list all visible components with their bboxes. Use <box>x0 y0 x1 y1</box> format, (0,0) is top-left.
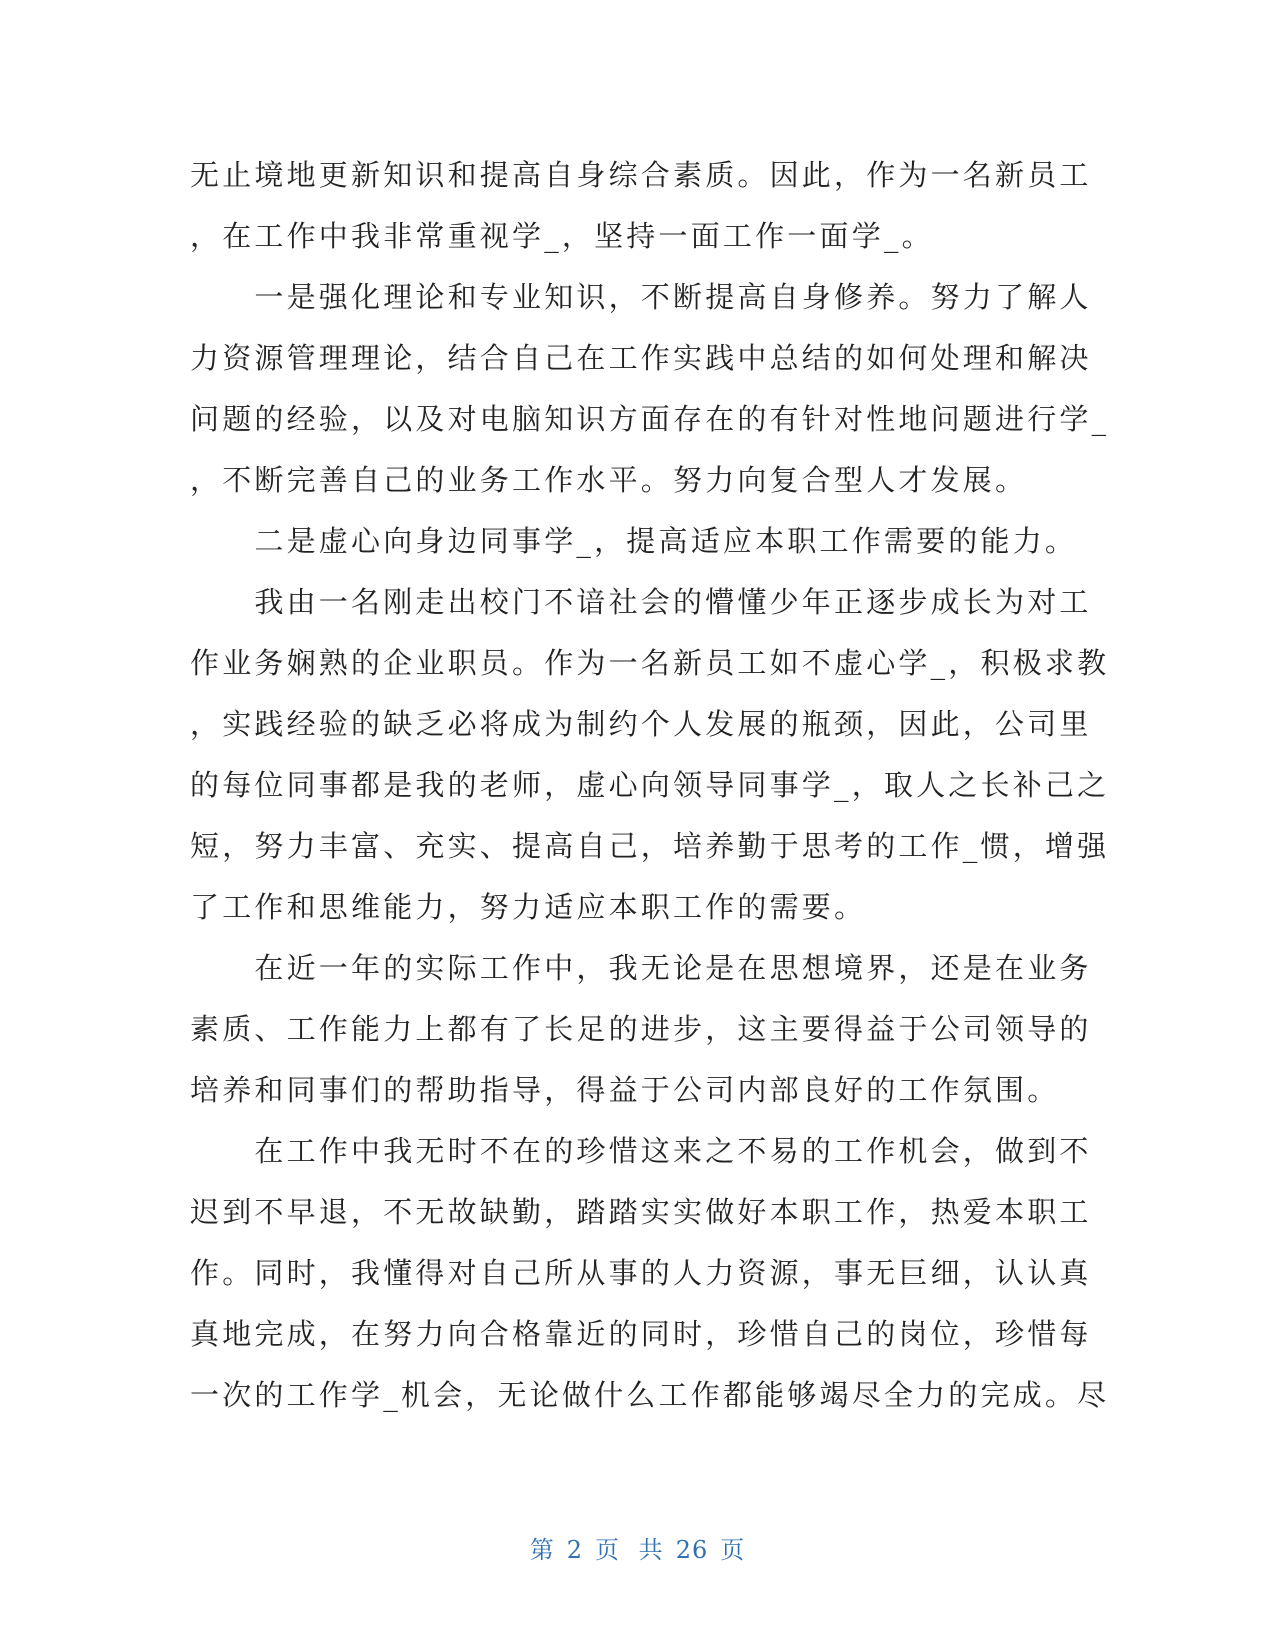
text-line: 短，努力丰富、充实、提高自己，培养勤于思考的工作_惯，增强 <box>190 829 1110 863</box>
text-line: 作。同时，我懂得对自己所从事的人力资源，事无巨细，认认真 <box>190 1256 1092 1290</box>
footer-prefix: 第 <box>529 1536 555 1564</box>
body-text <box>190 145 1110 1426</box>
text-line: 迟到不早退，不无故缺勤，踏踏实实做好本职工作，热爱本职工 <box>190 1195 1092 1229</box>
text-line: 我由一名刚走出校门不谙社会的懵懂少年正逐步成长为对工 <box>190 585 1092 619</box>
text-line: 在近一年的实际工作中，我无论是在思想境界，还是在业务 <box>190 951 1092 985</box>
text-line: 一是强化理论和专业知识，不断提高自身修养。努力了解人 <box>190 280 1092 314</box>
text-line: 培养和同事们的帮助指导，得益于公司内部良好的工作氛围。 <box>190 1073 1060 1107</box>
text-line: 作业务娴熟的企业职员。作为一名新员工如不虚心学_，积极求教 <box>190 646 1110 680</box>
footer-suffix: 页 <box>720 1536 746 1564</box>
page-total: 26 <box>675 1536 709 1564</box>
text-line: ，在工作中我非常重视学_，坚持一面工作一面学_。 <box>190 219 934 253</box>
text-line: 在工作中我无时不在的珍惜这来之不易的工作机会，做到不 <box>190 1134 1092 1168</box>
text-line: ，实践经验的缺乏必将成为制约个人发展的瓶颈，因此，公司里 <box>190 707 1092 741</box>
footer-middle: 页 共 <box>595 1536 664 1564</box>
text-line: 的每位同事都是我的老师，虚心向领导同事学_，取人之长补己之 <box>190 768 1110 802</box>
page-footer <box>0 1530 1275 1565</box>
text-line: 无止境地更新知识和提高自身综合素质。因此，作为一名新员工 <box>190 158 1092 192</box>
text-line: ，不断完善自己的业务工作水平。努力向复合型人才发展。 <box>190 463 1028 497</box>
text-line: 问题的经验，以及对电脑知识方面存在的有针对性地问题进行学_ <box>190 402 1110 436</box>
text-line: 素质、工作能力上都有了长足的进步，这主要得益于公司领导的 <box>190 1012 1092 1046</box>
text-line: 一次的工作学_机会，无论做什么工作都能够竭尽全力的完成。尽 <box>190 1378 1110 1412</box>
text-line: 力资源管理理论，结合自己在工作实践中总结的如何处理和解决 <box>190 341 1092 375</box>
text-line: 真地完成，在努力向合格靠近的同时，珍惜自己的岗位，珍惜每 <box>190 1317 1092 1351</box>
text-line: 了工作和思维能力，努力适应本职工作的需要。 <box>190 890 867 924</box>
text-line: 二是虚心向身边同事学_，提高适应本职工作需要的能力。 <box>190 524 1078 558</box>
page-number: 2 <box>566 1536 584 1564</box>
